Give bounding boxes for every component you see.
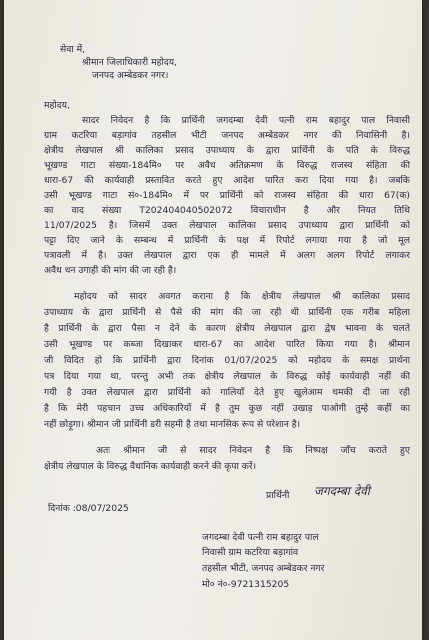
para2-line: पत्र दिया गया था, परन्तु अभी तक क्षेत्रीय लेखपाल के विरुद्ध कोई कार्यवाही नहीं की bbox=[44, 371, 410, 382]
para2-line: उपाध्याय के द्वारा प्रार्थिनी से पैसे की मांग की जा रही थी प्रार्थिनी एक गरीब महिला bbox=[44, 307, 410, 318]
para1-line: पत्रावली में है। उक्त लेखपाल द्वारा एक ही मामले में अलग अलग रिपोर्ट लगाकर bbox=[44, 250, 410, 261]
phone-number: मो० नं०-9721315205 bbox=[202, 579, 290, 590]
para1-line: उसी भूखण्ड गाटा सं०-184मि० में पर प्रार्थिनी को राजस्व संहिता की धारा 67(क) bbox=[44, 190, 410, 201]
letter-page bbox=[4, 0, 422, 640]
para1-line: पट्टा दिए जाने के सम्बन्ध में प्रार्थिनी के पक्ष में रिपोर्ट लगाया गया है जो मूल bbox=[44, 235, 410, 246]
para2-line: नहीं छोड़ूगा। श्रीमान जी प्रार्थिनी डरी सहमी है तथा मानसिक रूप से परेशान है। bbox=[44, 419, 301, 430]
para1-line: अवैध धन उगाही की मांग की जा रही है। bbox=[44, 265, 177, 276]
para2-line: जी विदित हो कि प्रार्थिनी द्वारा दिनांक 01/07/2025 को महोदय के समक्ष प्रार्थना bbox=[44, 355, 410, 366]
para3-line: अतः श्रीमान जी से सादर निवेदन है कि निष्पक्ष जाँच कराते हुए bbox=[96, 445, 410, 456]
para1-line: भूखण्ड गाटा संख्या-184मि० पर अवैध अतिक्रमण के विरुद्ध राजस्व संहिता की bbox=[44, 160, 410, 171]
address-line: तहसील भीटी, जनपद अम्बेडकर नगर bbox=[202, 563, 325, 574]
para1-line: क्षेत्रीय लेखपाल श्री कालिका प्रसाद उपाध्याय के द्वारा प्रार्थिनी के पति के विरुद्ध bbox=[44, 145, 410, 156]
address-line: निवासी ग्राम कटरिया बड़ागांव bbox=[202, 547, 299, 558]
signature-label: प्रार्थिनी bbox=[266, 490, 290, 501]
greeting: महोदय, bbox=[44, 100, 70, 111]
para3-line: क्षेत्रीय लेखपाल के विरुद्ध वैधानिक कार्यवाही करने की कृपा करें। bbox=[44, 461, 257, 472]
para1-line: का वाद संख्या T202404040502072 विचाराधीन है और नियत तिथि bbox=[44, 205, 410, 216]
para1-line: ग्राम कटरिया बड़ागांव तहसील भीटी जनपद अम्बेडकर नगर की निवासिनी है। bbox=[44, 130, 410, 141]
para2-line: महोदय को सादर अवगत कराना है कि क्षेत्रीय लेखपाल श्री कालिका प्रसाद bbox=[74, 291, 410, 302]
para2-line: है कि मेरी पहचान उच्च अधिकारियों में है तुम कुछ नहीं उखाड़ पाओगी तुम्हे कहीं का bbox=[44, 403, 410, 414]
salutation-to: सेवा में, bbox=[60, 44, 86, 55]
para2-line: गयी है उक्त लेखपाल द्वारा प्रार्थिनी को गालियाँ देते हुए खुलेआम धमकी दी जा रही bbox=[44, 387, 410, 398]
para2-line: है प्रार्थिनी के द्वारा पैसा न देने के कारण क्षेत्रीय लेखपाल द्वारा द्वेष भावना के चलते bbox=[44, 323, 410, 334]
para1-line: 11/07/2025 है। जिसमें उक्त लेखपाल कालिका प्रसाद उपाध्याय द्वारा प्रार्थिनी को bbox=[44, 220, 410, 231]
para1-line: धारा-67 की कार्यवाही प्रस्तावित करते हुए आदेश पारित करा दिया गया है। जबकि bbox=[44, 175, 410, 186]
addressee: श्रीमान जिलाधिकारी महोदय, bbox=[82, 57, 177, 68]
district: जनपद अम्बेडकर नगर। bbox=[92, 70, 169, 81]
handwritten-signature: जगदम्बा देवी bbox=[314, 484, 370, 498]
date: दिनांक :08/07/2025 bbox=[48, 503, 129, 514]
para1-line: सादर निवेदन है कि प्रार्थिनी जगदम्बा देवी पत्नी राम बहादुर पाल निवासी bbox=[82, 115, 410, 126]
address-line: जगदम्बा देवी पत्नी राम बहादुर पाल bbox=[202, 532, 319, 543]
para2-line: उसी भूखण्ड पर कब्जा दिखाकर धारा-67 का आदेश पारित किया गया है। श्रीमान bbox=[44, 339, 410, 350]
